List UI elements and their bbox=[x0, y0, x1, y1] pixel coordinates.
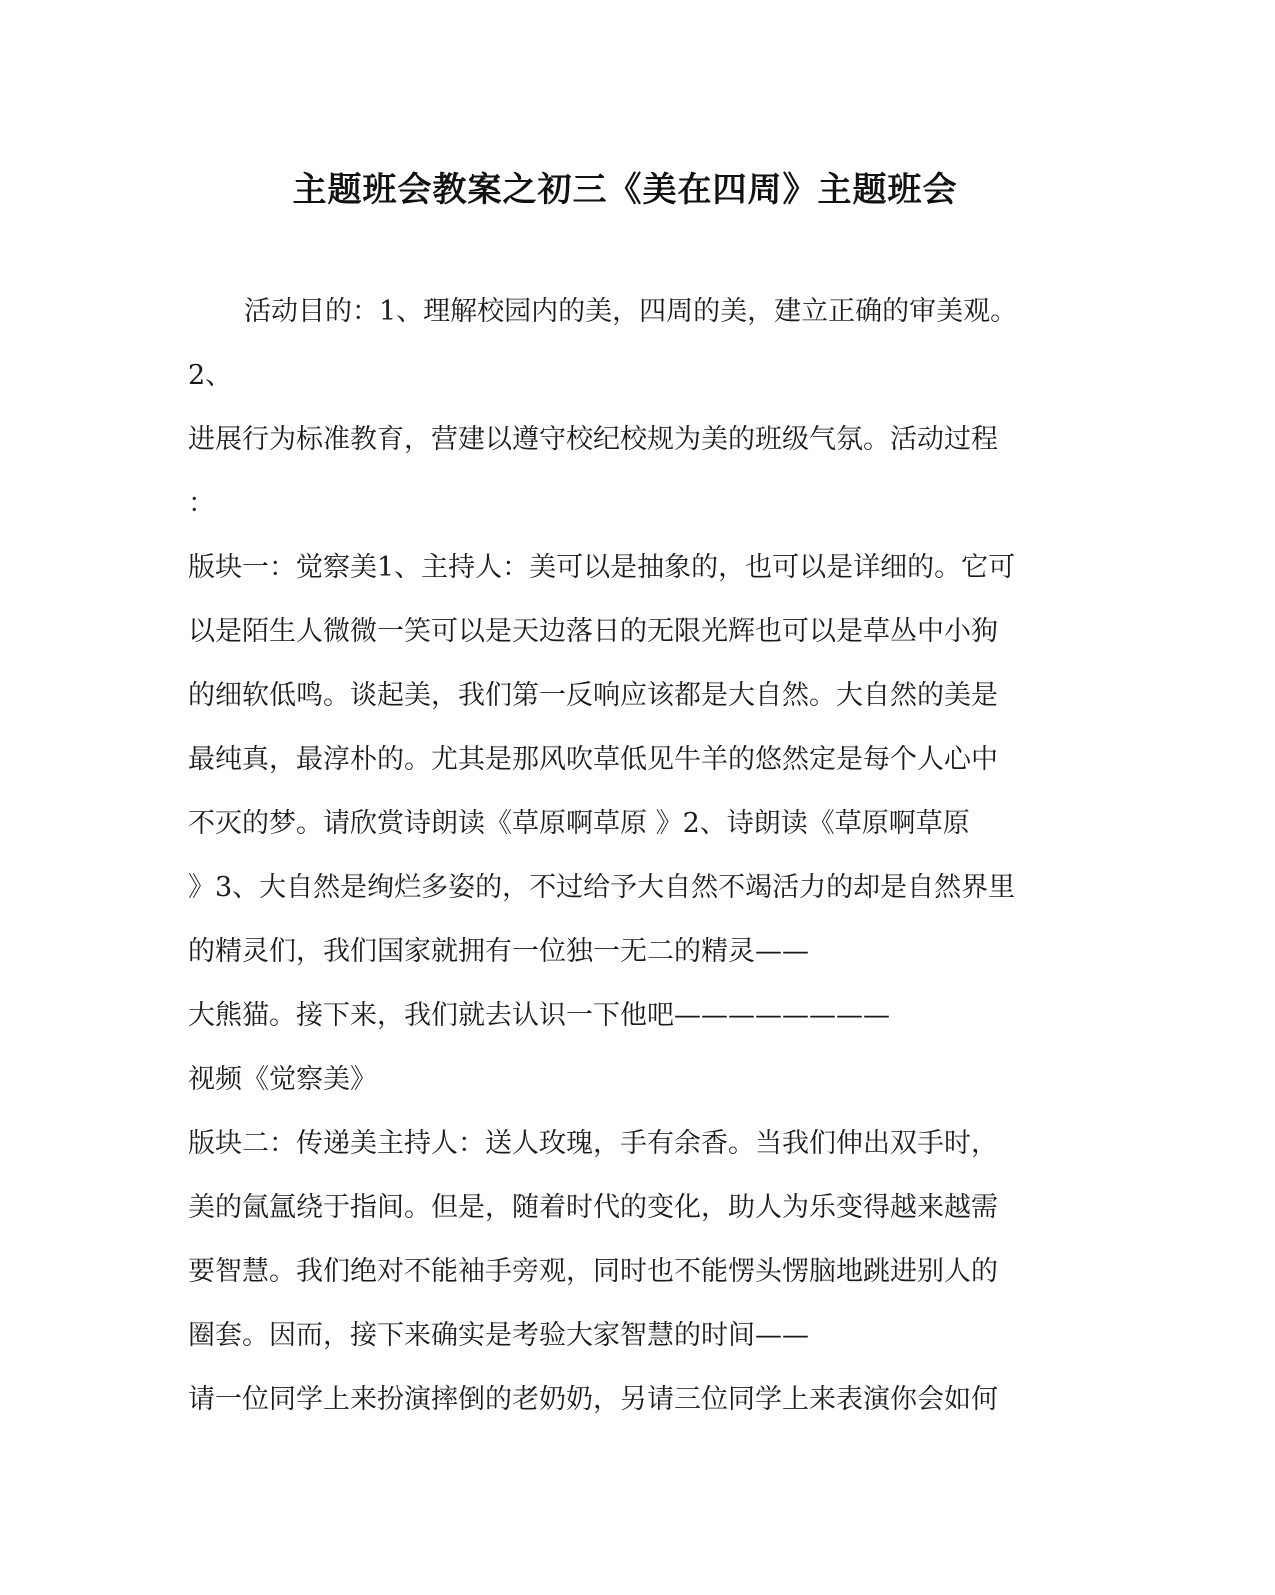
body-line: 》3、大自然是绚烂多姿的，不过给予大自然不竭活力的却是自然界里 bbox=[188, 872, 1016, 903]
body-line: 以是陌生人微微一笑可以是天边落日的无限光辉也可以是草丛中小狗 bbox=[188, 616, 998, 647]
body-line: 2、 bbox=[188, 360, 233, 391]
body-line: 大熊猫。接下来，我们就去认识一下他吧———————— bbox=[188, 1000, 890, 1031]
body-line: 活动目的：1、理解校园内的美，四周的美，建立正确的审美观。 bbox=[244, 296, 1018, 327]
body-line: 的细软低鸣。谈起美，我们第一反响应该都是大自然。大自然的美是 bbox=[188, 680, 998, 711]
body-line: 要智慧。我们绝对不能袖手旁观，同时也不能愣头愣脑地跳进别人的 bbox=[188, 1256, 998, 1287]
body-line: 请一位同学上来扮演摔倒的老奶奶，另请三位同学上来表演你会如何 bbox=[188, 1384, 998, 1415]
body-line: 视频《觉察美》 bbox=[188, 1064, 377, 1095]
body-line: 的精灵们，我们国家就拥有一位独一无二的精灵—— bbox=[188, 936, 809, 967]
body-line: 版块二：传递美主持人：送人玫瑰，手有余香。当我们伸出双手时， bbox=[188, 1128, 998, 1159]
body-line: ： bbox=[188, 488, 215, 519]
body-line: 进展行为标准教育，营建以遵守校纪校规为美的班级气氛。活动过程 bbox=[188, 424, 998, 455]
document-title: 主题班会教案之初三《美在四周》主题班会 bbox=[292, 170, 958, 210]
body-line: 版块一：觉察美1、主持人：美可以是抽象的，也可以是详细的。它可 bbox=[188, 552, 1016, 583]
body-line: 最纯真，最淳朴的。尤其是那风吹草低见牛羊的悠然定是每个人心中 bbox=[188, 744, 998, 775]
document-body bbox=[188, 280, 1068, 1432]
body-line: 美的氤氲绕于指间。但是，随着时代的变化，助人为乐变得越来越需 bbox=[188, 1192, 998, 1223]
body-line: 圈套。因而，接下来确实是考验大家智慧的时间—— bbox=[188, 1320, 809, 1351]
body-line: 不灭的梦。请欣赏诗朗读《草原啊草原 》2、诗朗读《草原啊草原 bbox=[188, 808, 970, 839]
